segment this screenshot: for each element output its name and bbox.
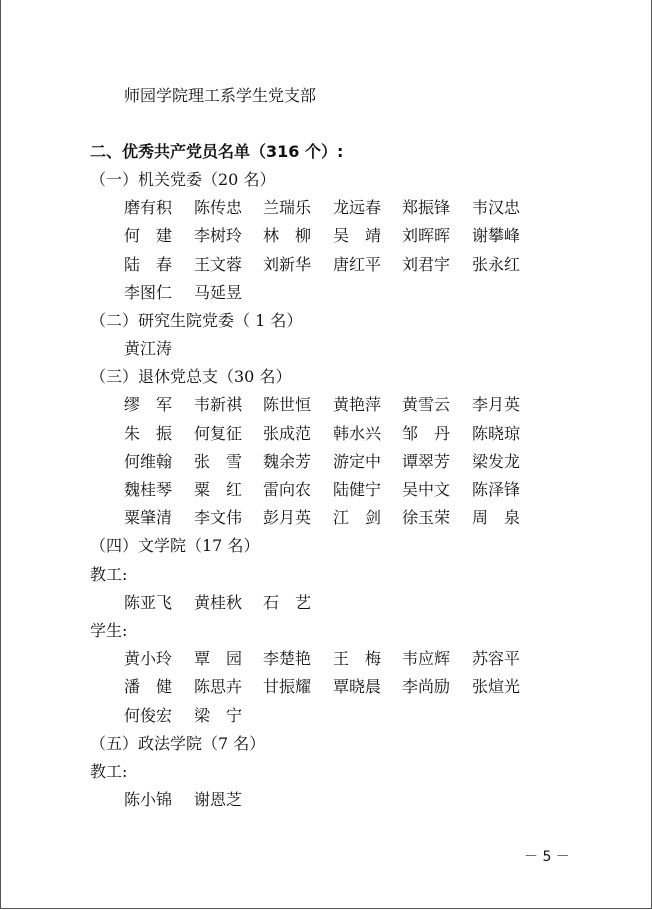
staff-label: 教工:	[90, 762, 128, 781]
member-name: 陈小锦	[124, 790, 173, 809]
member-name: 谭翠芳	[402, 452, 451, 471]
member-name: 何建	[124, 226, 189, 245]
member-name: 韩水兴	[333, 424, 382, 443]
student-label: 学生:	[90, 621, 128, 640]
member-name: 李尚励	[402, 677, 451, 696]
member-name: 张永红	[472, 255, 521, 274]
name-row	[124, 283, 544, 303]
member-name: 刘君宇	[402, 255, 451, 274]
name-row	[124, 395, 544, 415]
member-name: 李图仁	[124, 283, 173, 302]
member-name: 李树玲	[194, 226, 243, 245]
member-name: 刘晖晖	[402, 226, 451, 245]
staff-label: 教工:	[90, 565, 128, 584]
member-name: 张雪	[194, 452, 259, 471]
name-row	[124, 790, 544, 810]
member-name: 陈泽锋	[472, 480, 521, 499]
section-title: 二、优秀共产党员名单（316 个）:	[90, 142, 344, 161]
member-name: 梁宁	[194, 706, 259, 725]
member-name: 李月英	[472, 395, 521, 414]
member-name: 黄江涛	[124, 339, 173, 358]
member-name: 李楚艳	[263, 649, 312, 668]
group-title-2: （二）研究生院党委（ 1 名）	[90, 311, 303, 330]
member-name: 韦汉忠	[472, 198, 521, 217]
member-name: 黄艳萍	[333, 395, 382, 414]
member-name: 魏余芳	[263, 452, 312, 471]
name-row	[124, 452, 544, 472]
group-title-1: （一）机关党委（20 名）	[90, 170, 276, 189]
member-name: 甘振耀	[263, 677, 312, 696]
member-name: 石艺	[263, 593, 328, 612]
member-name: 唐红平	[333, 255, 382, 274]
member-name: 潘健	[124, 677, 189, 696]
member-name: 谢攀峰	[472, 226, 521, 245]
member-name: 陆春	[124, 255, 189, 274]
member-name: 覃园	[194, 649, 259, 668]
member-name: 磨有积	[124, 198, 173, 217]
name-row	[124, 677, 544, 697]
name-row	[124, 649, 544, 669]
name-row	[124, 339, 544, 359]
name-row	[124, 255, 544, 275]
member-name: 谢恩芝	[194, 790, 243, 809]
member-name: 林柳	[263, 226, 328, 245]
member-name: 何复征	[194, 424, 243, 443]
name-row	[124, 226, 544, 246]
member-name: 陆健宁	[333, 480, 382, 499]
member-name: 黄小玲	[124, 649, 173, 668]
member-name: 张煊光	[472, 677, 521, 696]
name-row	[124, 424, 544, 444]
member-name: 缪军	[124, 395, 189, 414]
name-row	[124, 593, 544, 613]
member-name: 王文蓉	[194, 255, 243, 274]
name-row	[124, 480, 544, 500]
member-name: 吴中文	[402, 480, 451, 499]
member-name: 陈思卉	[194, 677, 243, 696]
member-name: 粟红	[194, 480, 259, 499]
member-name: 马延昱	[194, 283, 243, 302]
member-name: 徐玉荣	[402, 508, 451, 527]
member-name: 吴靖	[333, 226, 398, 245]
member-name: 龙远春	[333, 198, 382, 217]
name-row	[124, 706, 544, 726]
member-name: 邹丹	[402, 424, 467, 443]
member-name: 游定中	[333, 452, 382, 471]
member-name: 覃晓晨	[333, 677, 382, 696]
member-name: 魏桂琴	[124, 480, 173, 499]
member-name: 韦应辉	[402, 649, 451, 668]
member-name: 兰瑞乐	[263, 198, 312, 217]
name-row	[124, 508, 544, 528]
member-name: 陈世恒	[263, 395, 312, 414]
member-name: 周泉	[472, 508, 537, 527]
member-name: 韦新祺	[194, 395, 243, 414]
member-name: 苏容平	[472, 649, 521, 668]
member-name: 江剑	[333, 508, 398, 527]
member-name: 陈亚飞	[124, 593, 173, 612]
member-name: 张成范	[263, 424, 312, 443]
member-name: 何维翰	[124, 452, 173, 471]
member-name: 朱振	[124, 424, 189, 443]
group-title-3: （三）退休党总支（30 名）	[90, 367, 292, 386]
member-name: 彭月英	[263, 508, 312, 527]
member-name: 李文伟	[194, 508, 243, 527]
member-name: 陈传忠	[194, 198, 243, 217]
group-title-4: （四）文学院（17 名）	[90, 536, 260, 555]
member-name: 黄桂秋	[194, 593, 243, 612]
member-name: 黄雪云	[402, 395, 451, 414]
member-name: 陈晓琼	[472, 424, 521, 443]
member-name: 刘新华	[263, 255, 312, 274]
member-name: 郑振锋	[402, 198, 451, 217]
page-number: － 5 －	[524, 849, 570, 865]
member-name: 雷向农	[263, 480, 312, 499]
member-name: 何俊宏	[124, 706, 173, 725]
member-name: 梁发龙	[472, 452, 521, 471]
group-title-5: （五）政法学院（7 名）	[90, 734, 266, 753]
branch-line: 师园学院理工系学生党支部	[124, 86, 317, 105]
name-row	[124, 198, 544, 218]
member-name: 王梅	[333, 649, 398, 668]
member-name: 粟肇清	[124, 508, 173, 527]
